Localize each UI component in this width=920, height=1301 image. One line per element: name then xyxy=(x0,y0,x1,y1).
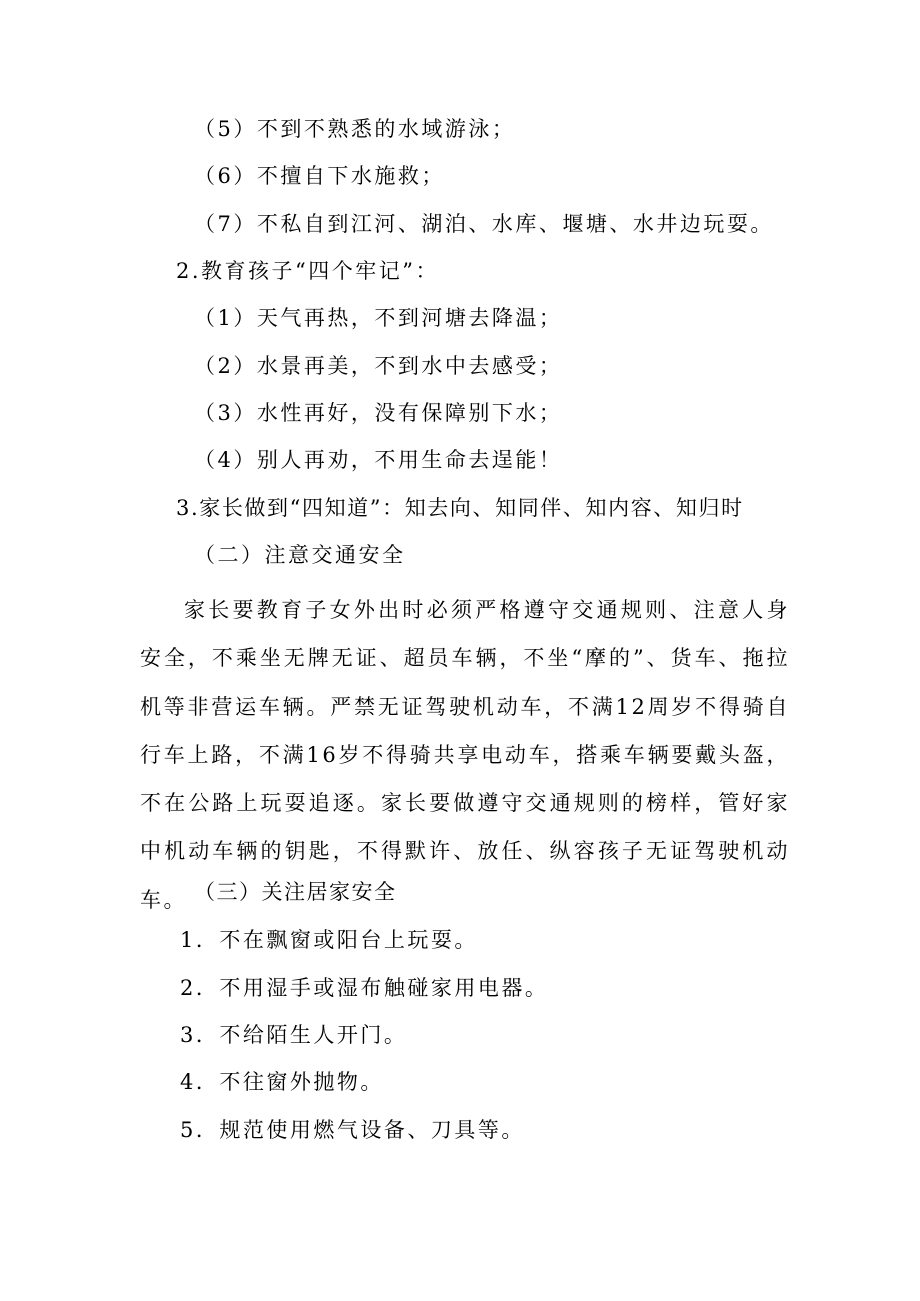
home-safety-heading: （三）关注居家安全 xyxy=(194,880,397,904)
remember-item-4: （4）别人再劝，不用生命去逞能！ xyxy=(194,448,563,472)
home-item-1: 1．不在飘窗或阳台上玩耍。 xyxy=(180,928,478,952)
traffic-safety-paragraph: 家长要教育子女外出时必须严格遵守交通规则、注意人身安全，不乘坐无牌无证、超员车辆，不坐“摩的”、货车、拖拉机等非营运车辆。严禁无证驾驶机动车，不满12周岁不得骑自行车上路，不满16岁不得骑共享电动车，搭乘车辆要戴头盔，不在公路上玩耍追逐。家长要做遵守交通规则的榜样，管好家中机动车辆的钥匙，不得默许、放任、纵容孩子无证驾驶机动车。 xyxy=(140,598,790,912)
water-rule-6: （6）不擅自下水施救； xyxy=(194,164,445,188)
four-remember-heading: 2.教育孩子“四个牢记”： xyxy=(176,259,440,283)
remember-item-3: （3）水性再好，没有保障别下水； xyxy=(194,401,563,425)
remember-item-2: （2）水景再美，不到水中去感受； xyxy=(194,354,563,378)
traffic-safety-heading: （二）注意交通安全 xyxy=(194,543,406,567)
home-item-3: 3．不给陌生人开门。 xyxy=(180,1023,408,1047)
home-item-2: 2．不用湿手或湿布触碰家用电器。 xyxy=(180,976,549,1000)
remember-item-1: （1）天气再热，不到河塘去降温； xyxy=(194,306,563,330)
water-rule-7: （7）不私自到江河、湖泊、水库、堰塘、水井边玩耍。 xyxy=(194,212,774,236)
home-item-5: 5．规范使用燃气设备、刀具等。 xyxy=(180,1118,525,1142)
home-item-4: 4．不往窗外抛物。 xyxy=(180,1070,384,1094)
water-rule-5: （5）不到不熟悉的水域游泳； xyxy=(194,117,516,141)
four-know-line: 3.家长做到“四知道”：知去向、知同伴、知内容、知归时 xyxy=(176,496,744,520)
